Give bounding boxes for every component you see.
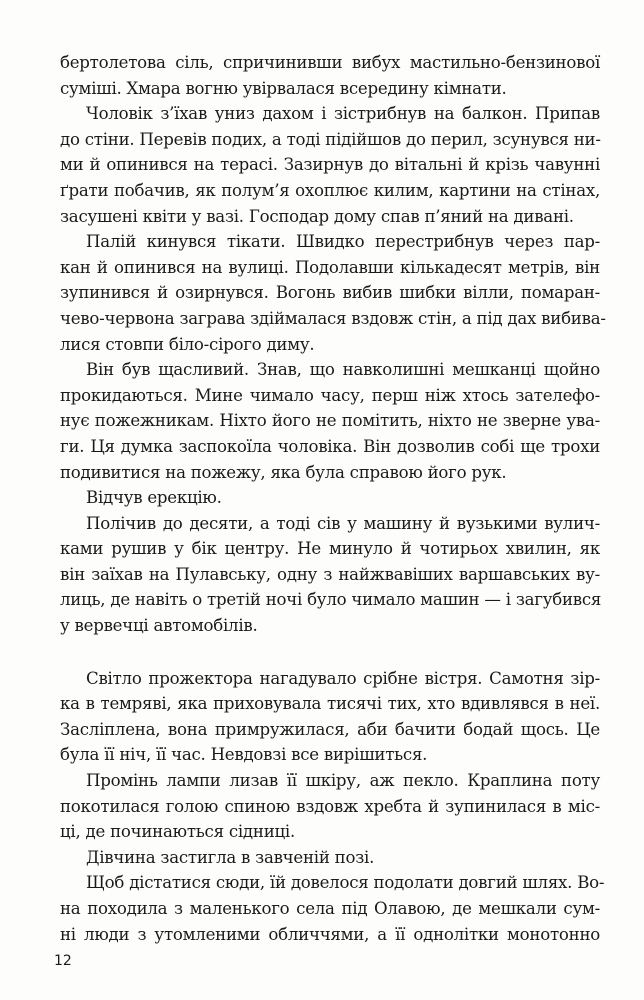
text-line: подивитися на пожежу, яка була справою його рук. [60, 462, 507, 482]
text-line: ка в темряві, яка приховувала тисячі тих, хто вдивлявся в неї. [60, 694, 600, 714]
text-line: Полічив до десяти, а тоді сів у машину й вузькими вулич- [86, 513, 600, 533]
text-line: лиць, де навіть о третій ночі було чимало машин — і загубився [60, 590, 602, 610]
text-line: на походила з маленького села під Олавою, де мешкали сум- [60, 899, 600, 918]
text-line: покотилася голою спиною вздовж хребта й зупинилася в міс- [60, 796, 600, 816]
text-line: Палій кинувся тікати. Швидко перестрибнув через пар- [86, 232, 600, 252]
text-line: Чоловік з’їхав униз дахом і зістрибнув на балкон. Припав [86, 104, 600, 124]
text-line: до стіни. Перевів подих, а тоді підійшов до перил, зсунувся ни- [60, 129, 601, 149]
text-line: ми й опинився на терасі. Зазирнув до вітальні й крізь чавунні [60, 155, 600, 175]
text-line: прокидаються. Мине чимало часу, перш ніж хтось зателефо- [60, 385, 600, 405]
page-text [60, 50, 606, 947]
text-line: ґрати побачив, як полум’я охоплює килим, картини на стінах, [60, 180, 600, 200]
text-line: бертолетова сіль, спричинивши вибух мастильно-бензинової [60, 53, 600, 72]
text-line: ги. Ця думка заспокоїла чоловіка. Він дозволив собі ще трохи [60, 436, 600, 456]
text-line: він заїхав на Пулавську, одну з найжвавіших варшавських ву- [60, 564, 600, 584]
text-line: у вервечці автомобілів. [60, 616, 258, 636]
page-number: 12 [54, 953, 72, 969]
text-line: Він був щасливий. Знав, що навколишні мешканці щойно [86, 360, 600, 380]
section-break [60, 639, 600, 666]
text-line: Засліплена, вона примружилася, аби бачити бодай щось. Це [60, 719, 600, 739]
text-line: Дівчина застигла в завченій позі. [86, 847, 375, 867]
text-line: ками рушив у бік центру. Не минуло й чотирьох хвилин, як [60, 539, 600, 559]
text-line: була її ніч, її час. Невдовзі все вирішиться. [60, 745, 428, 765]
text-line: чево-червона заграва здіймалася вздовж стін, а під дах вибива- [60, 308, 606, 328]
text-line: суміші. Хмара вогню увірвалася всередину кімнати. [60, 78, 507, 98]
text-line: засушені квіти у вазі. Господар дому спав п’яний на дивані. [60, 206, 574, 226]
text-line: Відчув ерекцію. [86, 488, 222, 508]
text-line: лися стовпи біло-сірого диму. [60, 334, 315, 354]
text-line: нує пожежникам. Ніхто його не помітить, ніхто не зверне ува- [60, 411, 600, 431]
text-line: зупинився й озирнувся. Вогонь вибив шибки вілли, помаран- [60, 283, 600, 303]
text-line: Щоб дістатися сюди, їй довелося подолати довгий шлях. Во- [86, 873, 605, 893]
text-line: Промінь лампи лизав її шкіру, аж пекло. Краплина поту [86, 771, 600, 791]
text-line: ні люди з утомленими обличчями, а її однолітки монотонно [60, 924, 600, 944]
text-line: кан й опинився на вулиці. Подолавши кількадесят метрів, він [60, 257, 600, 277]
text-line: ці, де починаються сідниці. [60, 822, 296, 842]
text-line: Світло прожектора нагадувало срібне вістря. Самотня зір- [86, 668, 600, 688]
